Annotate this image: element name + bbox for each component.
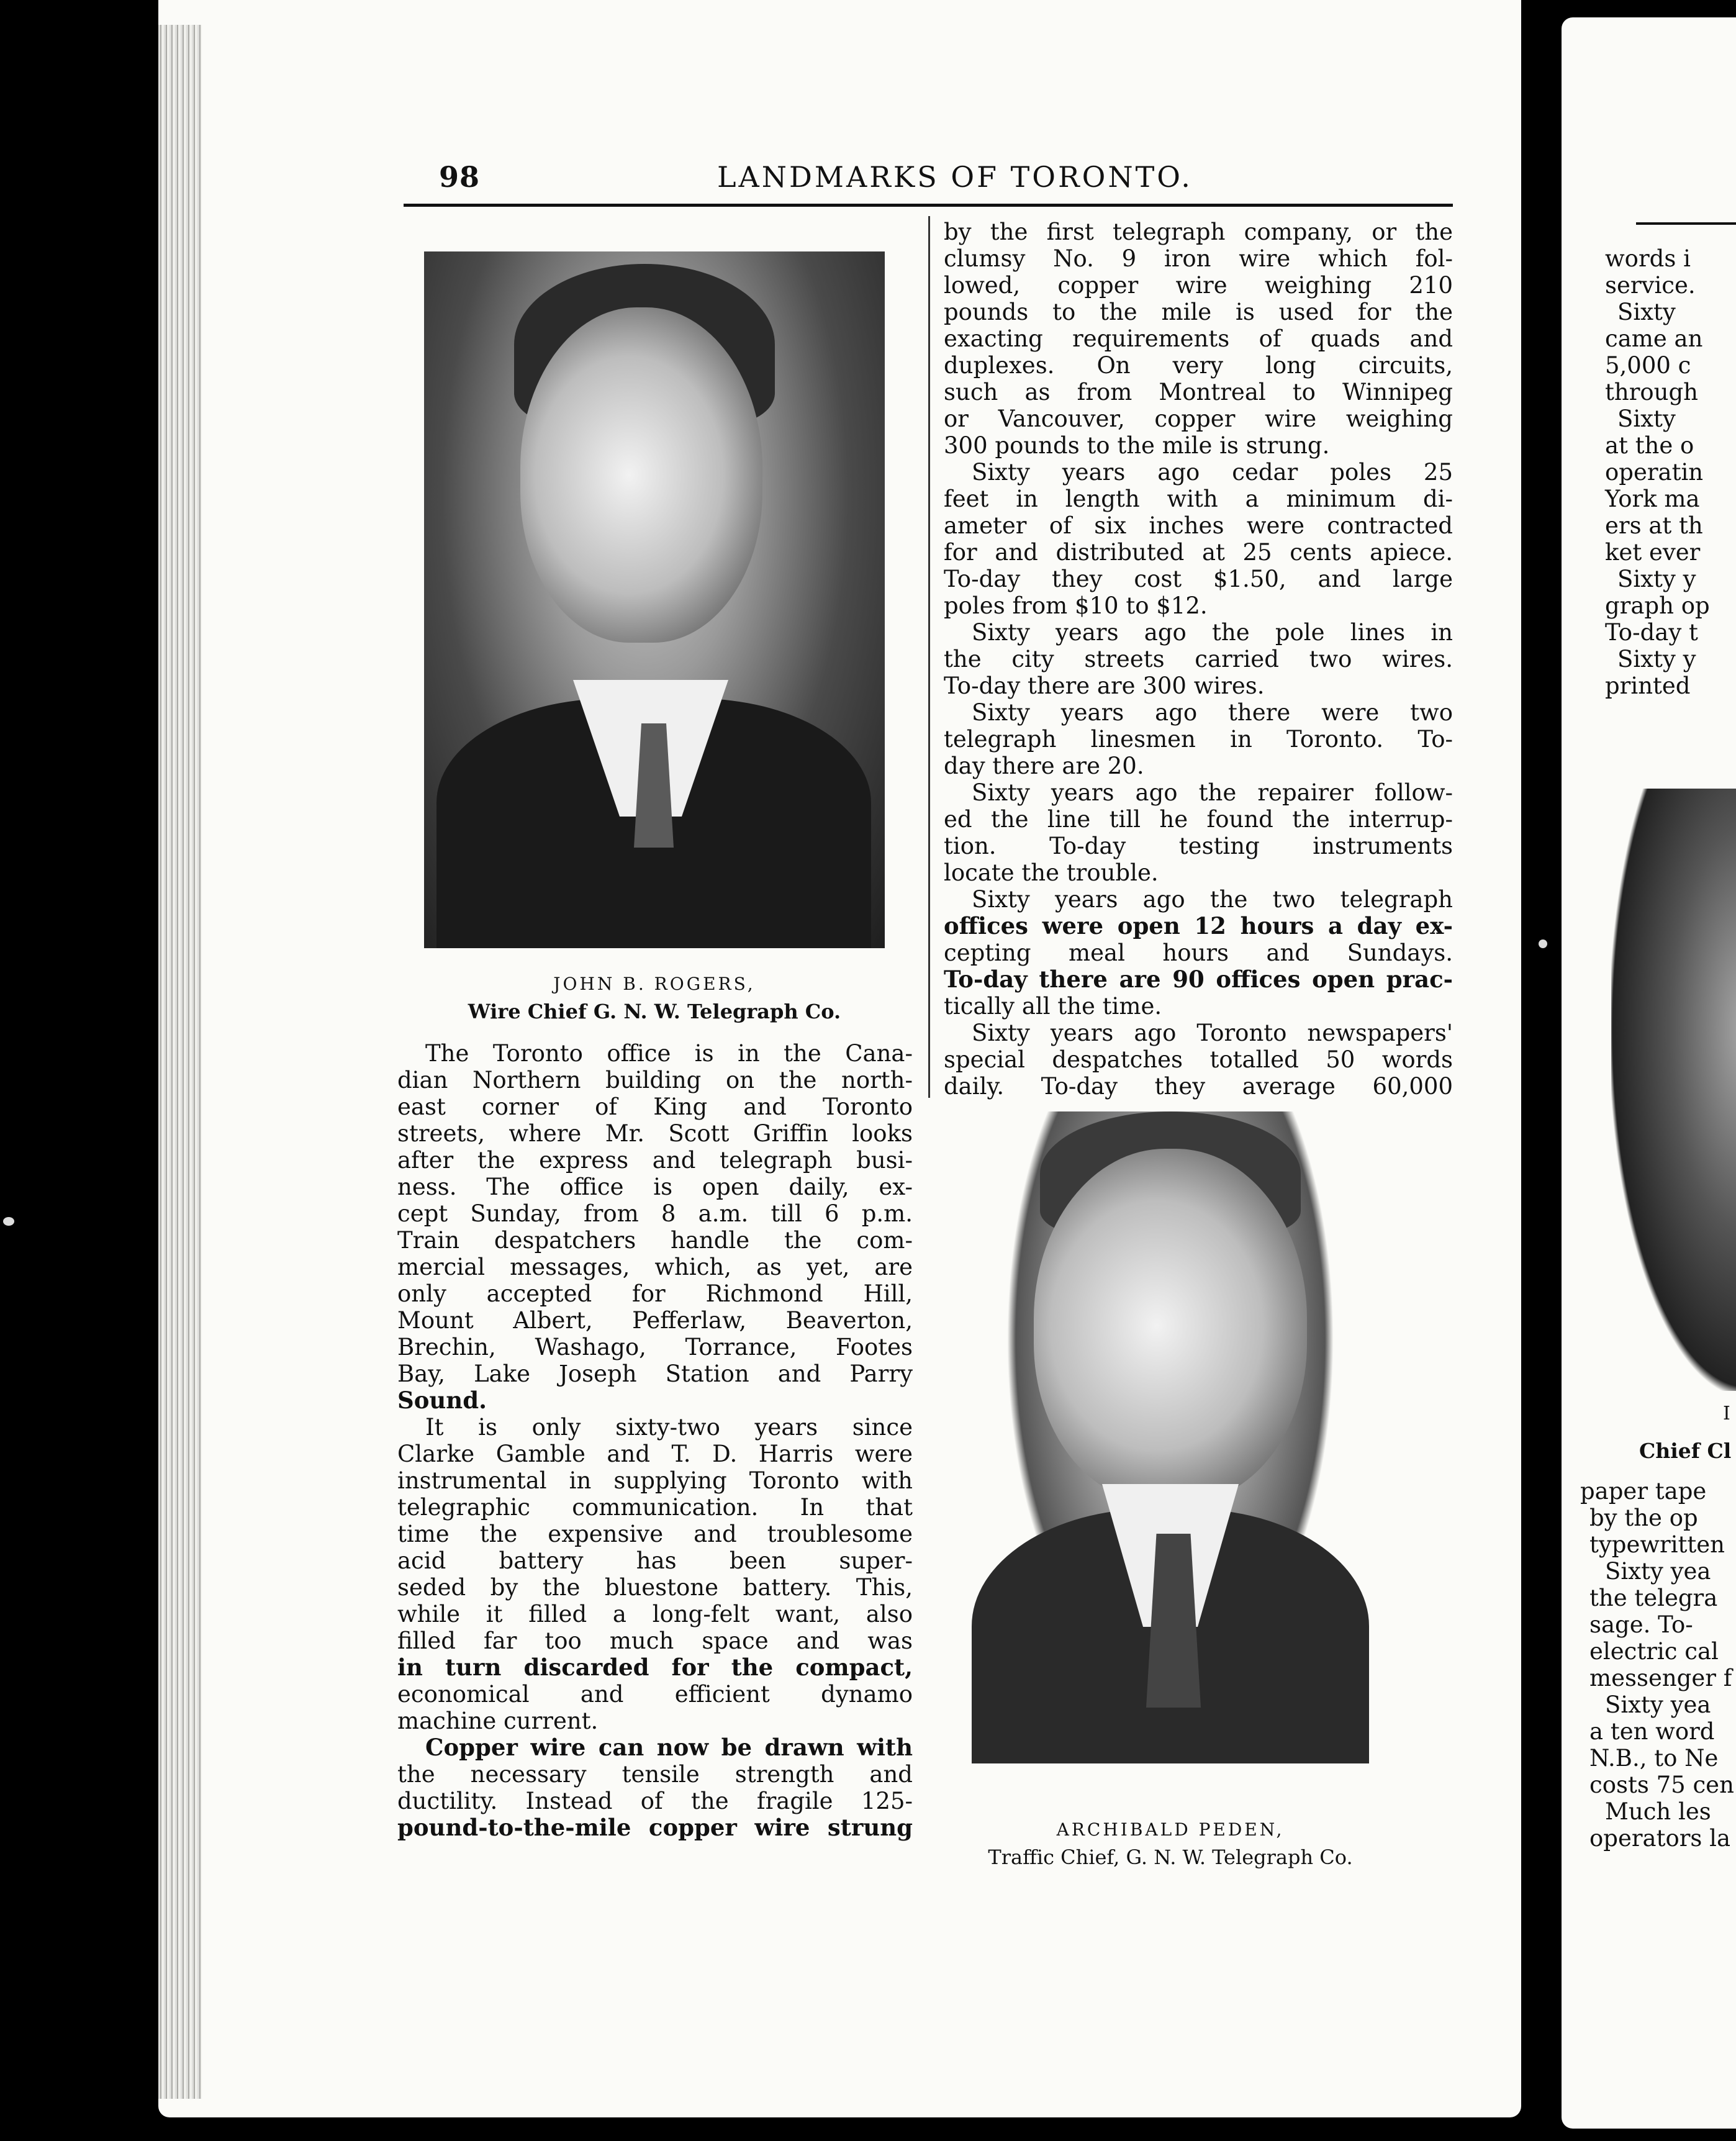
- text-line: or Vancouver, copper wire weighing: [944, 405, 1453, 432]
- text-line: clumsy No. 9 iron wire which fol-: [944, 245, 1453, 272]
- text-line: Much les: [1605, 1798, 1711, 1825]
- text-line: duplexes. On very long circuits,: [944, 352, 1453, 379]
- text-line: Sixty: [1617, 405, 1676, 432]
- text-line: lowed, copper wire weighing 210: [944, 272, 1453, 299]
- text-line: ket ever: [1605, 539, 1701, 566]
- text-line: only accepted for Richmond Hill,: [397, 1280, 913, 1307]
- text-line: sage. To-: [1589, 1611, 1693, 1638]
- text-line: Sound.: [397, 1387, 487, 1414]
- text-line: time the expensive and troublesome: [397, 1521, 913, 1547]
- caption-title-rogers: Wire Chief G. N. W. Telegraph Co.: [468, 1000, 841, 1023]
- text-line: 5,000 c: [1605, 352, 1691, 379]
- text-line: service.: [1605, 272, 1696, 299]
- text-line: Sixty years ago the repairer follow-: [972, 779, 1453, 806]
- text-line: To-day t: [1605, 619, 1698, 646]
- text-line: Train despatchers handle the com-: [397, 1227, 913, 1254]
- text-line: telegraph linesmen in Toronto. To-: [944, 726, 1453, 753]
- text-line: the city streets carried two wires.: [944, 646, 1453, 672]
- text-line: Brechin, Washago, Torrance, Footes: [397, 1334, 913, 1360]
- text-line: 300 pounds to the mile is strung.: [944, 432, 1330, 459]
- header-rule: [404, 204, 1453, 207]
- text-line: special despatches totalled 50 words: [944, 1046, 1453, 1073]
- text-line: such as from Montreal to Winnipeg: [944, 379, 1453, 405]
- text-line: operatin: [1605, 459, 1704, 486]
- page-edges: [158, 25, 202, 2099]
- next-page-top-text: [1605, 245, 1710, 699]
- right-column-text: [944, 219, 1453, 1100]
- caption-title-peden: Traffic Chief, G. N. W. Telegraph Co.: [988, 1845, 1353, 1869]
- column-divider: [928, 216, 930, 1098]
- next-page-caption-initial: I: [1723, 1403, 1730, 1424]
- text-line: words i: [1605, 245, 1691, 272]
- text-line: filled far too much space and was: [397, 1627, 913, 1654]
- text-line: economical and efficient dynamo: [397, 1681, 913, 1708]
- text-line: came an: [1605, 325, 1703, 352]
- scan-speck: [3, 1217, 14, 1226]
- text-line: graph op: [1605, 592, 1710, 619]
- text-line: Sixty years ago the pole lines in: [972, 619, 1453, 646]
- text-line: acid battery has been super-: [397, 1547, 913, 1574]
- text-line: at the o: [1605, 432, 1694, 459]
- text-line: a ten word: [1589, 1718, 1715, 1745]
- text-line: electric cal: [1589, 1638, 1719, 1665]
- portrait-photo-peden: [972, 1111, 1369, 1763]
- text-line: poles from $10 to $12.: [944, 592, 1208, 619]
- text-line: daily. To-day they average 60,000: [944, 1073, 1453, 1100]
- text-line: printed: [1605, 672, 1691, 699]
- text-line: while it filled a long-felt want, also: [397, 1601, 913, 1627]
- text-line: N.B., to Ne: [1589, 1745, 1719, 1772]
- text-line: It is only sixty-two years since: [425, 1414, 913, 1441]
- scan-speck: [1539, 939, 1547, 948]
- left-column-text: [397, 1040, 913, 1841]
- text-line: day there are 20.: [944, 753, 1144, 779]
- text-line: instrumental in supplying Toronto with: [397, 1467, 913, 1494]
- text-line: Sixty y: [1617, 646, 1696, 672]
- text-line: Sixty: [1617, 299, 1676, 325]
- text-line: by the op: [1589, 1505, 1698, 1531]
- text-line: pound-to-the-mile copper wire strung: [397, 1814, 913, 1841]
- text-line: for and distributed at 25 cents apiece.: [944, 539, 1453, 566]
- text-line: pounds to the mile is used for the: [944, 299, 1453, 325]
- next-page-bottom-text: [1580, 1478, 1734, 1852]
- text-line: costs 75 cen: [1589, 1772, 1734, 1798]
- text-line: Sixty years ago Toronto newspapers': [972, 1020, 1453, 1046]
- text-line: dian Northern building on the north-: [397, 1067, 913, 1093]
- text-line: locate the trouble.: [944, 859, 1159, 886]
- text-line: seded by the bluestone battery. This,: [397, 1574, 913, 1601]
- text-line: offices were open 12 hours a day ex-: [944, 912, 1453, 939]
- text-line: messenger f: [1589, 1665, 1732, 1691]
- text-line: ness. The office is open daily, ex-: [397, 1174, 913, 1200]
- text-line: Sixty yea: [1605, 1691, 1711, 1718]
- text-line: exacting requirements of quads and: [944, 325, 1453, 352]
- text-line: ameter of six inches were contracted: [944, 512, 1453, 539]
- next-page-caption-title: Chief Cl: [1639, 1439, 1732, 1463]
- caption-name-rogers: JOHN B. ROGERS,: [553, 974, 756, 994]
- text-line: telegraphic communication. In that: [397, 1494, 913, 1521]
- text-line: east corner of King and Toronto: [397, 1093, 913, 1120]
- text-line: streets, where Mr. Scott Griffin looks: [397, 1120, 913, 1147]
- text-line: typewritten: [1589, 1531, 1725, 1558]
- next-page-photo: [1611, 789, 1736, 1391]
- text-line: To-day there are 90 offices open prac-: [944, 966, 1453, 993]
- running-title: LANDMARKS OF TORONTO.: [717, 160, 1193, 194]
- text-line: ductility. Instead of the fragile 125-: [397, 1788, 913, 1814]
- text-line: To-day there are 300 wires.: [944, 672, 1265, 699]
- text-line: the necessary tensile strength and: [397, 1761, 913, 1788]
- text-line: through: [1605, 379, 1699, 405]
- portrait-photo-rogers: [424, 251, 885, 948]
- text-line: mercial messages, which, as yet, are: [397, 1254, 913, 1280]
- text-line: The Toronto office is in the Cana-: [425, 1040, 913, 1067]
- text-line: ers at th: [1605, 512, 1703, 539]
- text-line: Bay, Lake Joseph Station and Parry: [397, 1360, 913, 1387]
- text-line: Mount Albert, Pefferlaw, Beaverton,: [397, 1307, 913, 1334]
- text-line: by the first telegraph company, or the: [944, 219, 1453, 245]
- text-line: machine current.: [397, 1708, 599, 1734]
- text-line: tically all the time.: [944, 993, 1162, 1020]
- page-number: 98: [439, 160, 481, 194]
- page-header: [404, 160, 1459, 204]
- text-line: Sixty years ago the two telegraph: [972, 886, 1453, 913]
- caption-name-peden: ARCHIBALD PEDEN,: [1056, 1819, 1285, 1840]
- text-line: Sixty years ago cedar poles 25: [972, 459, 1453, 486]
- text-line: after the express and telegraph busi-: [397, 1147, 913, 1174]
- text-line: cept Sunday, from 8 a.m. till 6 p.m.: [397, 1200, 913, 1227]
- text-line: Sixty y: [1617, 566, 1696, 592]
- next-page-rule: [1636, 222, 1736, 225]
- text-line: feet in length with a minimum di-: [944, 486, 1453, 512]
- text-line: paper tape: [1580, 1478, 1707, 1505]
- text-line: Sixty years ago there were two: [972, 699, 1453, 726]
- text-line: Copper wire can now be drawn with: [425, 1734, 913, 1761]
- text-line: operators la: [1589, 1825, 1731, 1852]
- text-line: To-day they cost $1.50, and large: [944, 566, 1453, 592]
- text-line: in turn discarded for the compact,: [397, 1654, 913, 1681]
- text-line: cepting meal hours and Sundays.: [944, 939, 1453, 966]
- text-line: York ma: [1605, 486, 1700, 512]
- text-line: ed the line till he found the interrup-: [944, 806, 1453, 833]
- text-line: Clarke Gamble and T. D. Harris were: [397, 1441, 913, 1467]
- text-line: the telegra: [1589, 1585, 1718, 1611]
- text-line: tion. To-day testing instruments: [944, 833, 1453, 859]
- text-line: Sixty yea: [1605, 1558, 1711, 1585]
